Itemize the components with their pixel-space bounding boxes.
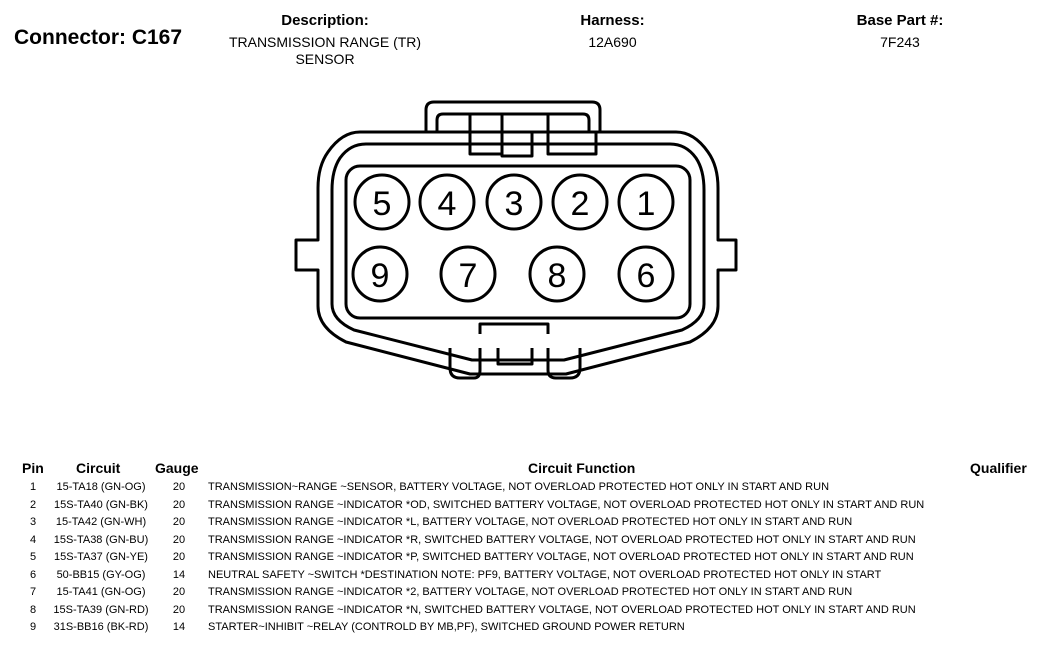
pin-number: 7	[458, 257, 478, 295]
pin-cavity	[420, 175, 474, 229]
column-header-qualifier: Qualifier	[970, 460, 1027, 476]
table-row	[0, 569, 1047, 587]
function-cell: STARTER~INHIBIT ~RELAY (CONTROLD BY MB,PF), SWITCHED GROUND POWER RETURN	[208, 621, 685, 633]
function-cell: NEUTRAL SAFETY ~SWITCH *DESTINATION NOTE: PF9, BATTERY VOLTAGE, NOT OVERLOAD PROTECTED HOT ONLY IN START	[208, 568, 882, 581]
pin-cavity	[553, 175, 607, 229]
description-label: Description:	[281, 12, 369, 29]
pin-number: 3	[504, 185, 524, 223]
pin-cell: 2	[29, 498, 37, 511]
pin-number: 4	[437, 185, 457, 223]
table-row	[0, 516, 1047, 534]
description-value: TRANSMISSION RANGE (TR) SENSOR	[228, 34, 422, 67]
harness-label: Harness:	[580, 12, 645, 29]
pin-row-bottom	[353, 247, 673, 301]
connector-bottom-tab	[450, 324, 580, 378]
circuit-cell: 15-TA41 (GN-OG)	[56, 586, 146, 598]
description-block	[205, 12, 445, 68]
gauge-cell: 14	[172, 568, 186, 581]
pin-cavity	[353, 247, 407, 301]
pin-table	[0, 481, 1047, 639]
base-part-label: Base Part #:	[856, 12, 944, 29]
table-row	[0, 551, 1047, 569]
table-row	[0, 621, 1047, 639]
circuit-cell: 15S-TA40 (GN-BK)	[54, 498, 148, 511]
base-part-value: 7F243	[880, 34, 920, 50]
harness-block	[540, 12, 685, 51]
column-header-pin: Pin	[22, 460, 44, 476]
connector-title: Connector: C167	[14, 26, 183, 49]
table-row	[0, 604, 1047, 622]
table-row	[0, 534, 1047, 552]
gauge-cell: 14	[172, 621, 186, 633]
circuit-cell: 31S-BB16 (BK-RD)	[53, 621, 149, 633]
pin-number: 5	[372, 185, 392, 223]
function-cell: TRANSMISSION RANGE ~INDICATOR *N, SWITCHED BATTERY VOLTAGE, NOT OVERLOAD PROTECTED HOT ONLY IN START AND RUN	[208, 603, 916, 616]
pin-cavity	[355, 175, 409, 229]
pin-cavity	[530, 247, 584, 301]
pin-cell: 1	[29, 481, 37, 493]
pin-number: 6	[636, 257, 656, 295]
base-part-block	[820, 12, 980, 51]
table-row	[0, 481, 1047, 499]
pin-number: 1	[636, 185, 656, 223]
pin-number: 8	[547, 257, 567, 295]
gauge-cell: 20	[172, 481, 186, 493]
gauge-cell: 20	[172, 498, 186, 511]
pin-cavity	[487, 175, 541, 229]
connector-face-diagram	[290, 98, 746, 388]
gauge-cell: 20	[172, 603, 186, 616]
column-header-circuit-function: Circuit Function	[528, 460, 636, 476]
pin-cell: 7	[29, 586, 37, 598]
gauge-cell: 20	[172, 551, 186, 563]
column-header-gauge: Gauge	[155, 460, 199, 476]
column-header-circuit: Circuit	[76, 460, 121, 476]
circuit-cell: 15S-TA39 (GN-RD)	[53, 603, 149, 616]
pin-cell: 3	[29, 516, 37, 528]
pin-cell: 8	[29, 603, 37, 616]
circuit-cell: 15-TA42 (GN-WH)	[55, 516, 147, 528]
pin-cavity	[441, 247, 495, 301]
gauge-cell: 20	[172, 516, 186, 528]
circuit-cell: 15-TA18 (GN-OG)	[56, 481, 146, 493]
function-cell: TRANSMISSION~RANGE ~SENSOR, BATTERY VOLTAGE, NOT OVERLOAD PROTECTED HOT ONLY IN START AND RUN	[208, 481, 830, 493]
gauge-cell: 20	[172, 586, 186, 598]
circuit-cell: 15S-TA38 (GN-BU)	[53, 533, 149, 546]
function-cell: TRANSMISSION RANGE ~INDICATOR *R, SWITCHED BATTERY VOLTAGE, NOT OVERLOAD PROTECTED HOT ONLY IN START AND RUN	[208, 533, 916, 546]
pin-row-top	[355, 175, 673, 229]
connector-latch	[426, 102, 600, 156]
pin-cell: 6	[29, 568, 37, 581]
pin-cell: 4	[29, 533, 37, 546]
gauge-cell: 20	[172, 533, 186, 546]
pin-number: 2	[570, 185, 590, 223]
harness-value: 12A690	[588, 34, 637, 50]
function-cell: TRANSMISSION RANGE ~INDICATOR *2, BATTERY VOLTAGE, NOT OVERLOAD PROTECTED HOT ONLY IN START AND RUN	[208, 586, 853, 598]
table-row	[0, 499, 1047, 517]
function-cell: TRANSMISSION RANGE ~INDICATOR *OD, SWITCHED BATTERY VOLTAGE, NOT OVERLOAD PROTECTED HOT ONLY IN START AND RUN	[208, 498, 925, 511]
table-row	[0, 586, 1047, 604]
circuit-cell: 15S-TA37 (GN-YE)	[54, 551, 148, 563]
pin-cavity	[619, 247, 673, 301]
pin-cell: 5	[29, 551, 37, 563]
function-cell: TRANSMISSION RANGE ~INDICATOR *L, BATTERY VOLTAGE, NOT OVERLOAD PROTECTED HOT ONLY IN START AND RUN	[208, 516, 853, 528]
pin-cell: 9	[29, 621, 37, 633]
pin-cavity	[619, 175, 673, 229]
function-cell: TRANSMISSION RANGE ~INDICATOR *P, SWITCHED BATTERY VOLTAGE, NOT OVERLOAD PROTECTED HOT ONLY IN START AND RUN	[208, 551, 914, 563]
pin-number: 9	[370, 257, 390, 295]
circuit-cell: 50-BB15 (GY-OG)	[56, 568, 146, 581]
